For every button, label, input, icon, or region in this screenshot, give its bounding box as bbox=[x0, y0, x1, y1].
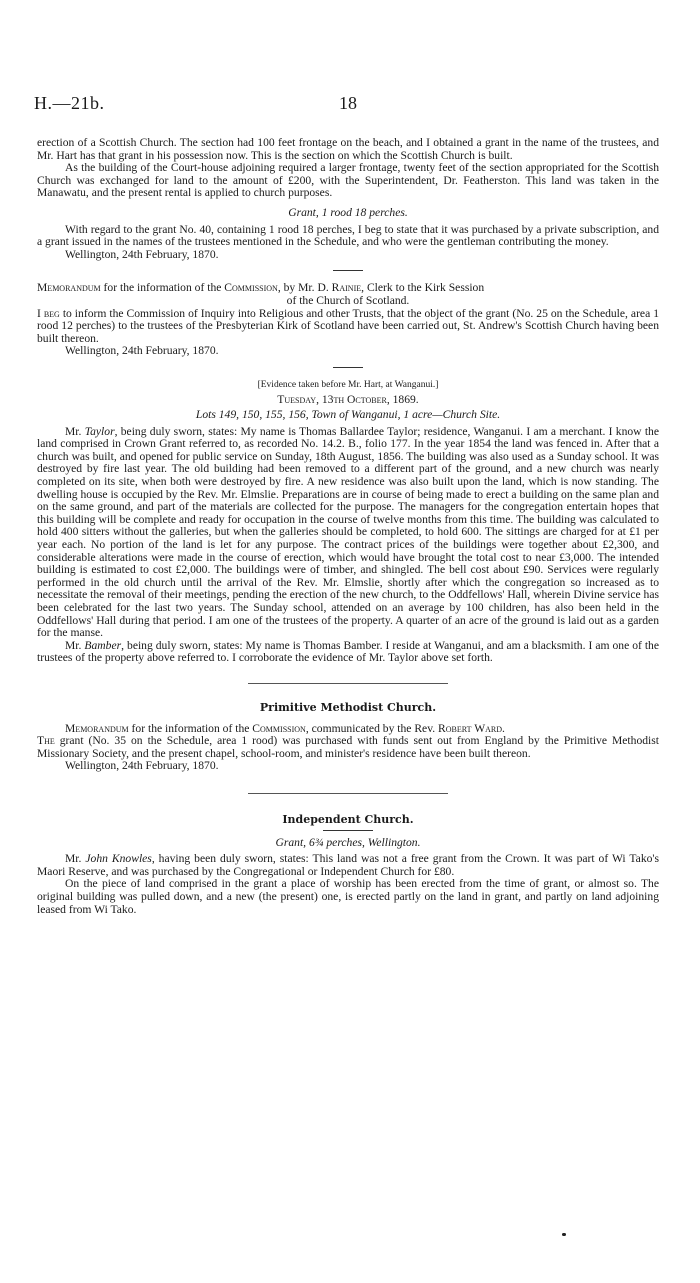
page-number: 18 bbox=[339, 93, 357, 113]
rainie-memo-heading-line2: of the Church of Scotland. bbox=[286, 293, 410, 307]
rainie-memo-heading: Memorandum for the information of the Commission, by Mr. D. Rainie, Clerk to the Kirk Session bbox=[37, 281, 485, 295]
page-body bbox=[37, 137, 659, 916]
hearing-date: Tuesday, 13th October, 1869. bbox=[277, 392, 419, 406]
knowles-evidence: Mr. John Knowles, having been duly sworn, states: This land was not a free grant from the Crown. It was part of Wi Tako's Maori Reserve, and was purchased by the Congregational or Independent Church for £80. bbox=[37, 852, 660, 878]
section-divider-long bbox=[248, 683, 448, 684]
scottish-para-1: erection of a Scottish Church. The section had 100 feet frontage on the beach, and I obtained a grant in the name of the trustees, and Mr. Hart has that grant in his possession now. This is the section on which the Scottish Church is built. bbox=[37, 136, 659, 162]
primitive-methodist-heading: Primitive Methodist Church. bbox=[259, 700, 437, 714]
evidence-note: [Evidence taken before Mr. Hart, at Wanganui.] bbox=[257, 379, 439, 390]
section-divider-long bbox=[248, 793, 448, 794]
section-divider bbox=[333, 367, 363, 368]
document-code: H.—21b. bbox=[34, 93, 105, 113]
grant-heading-perches: Grant, 6¾ perches, Wellington. bbox=[275, 835, 421, 849]
bamber-evidence: Mr. Bamber, being duly sworn, states: My name is Thomas Bamber. I reside at Wanganui, and am a blacksmith. I am one of the trustees of the property above referred to. I corroborate the evidence of Mr. Taylor above set forth. bbox=[37, 638, 659, 665]
section-divider bbox=[333, 270, 363, 271]
signature-line-3: Wellington, 24th February, 1870. bbox=[65, 759, 219, 773]
printer-mark bbox=[562, 1233, 566, 1236]
scottish-para-2: As the building of the Court-house adjoining required a larger frontage, twenty feet of the section appropriated for the Scottish Church was exchanged for land to the amount of £200, with the Superintendent, Dr. Featherston. This land was taken in the Manawatu, and the present rental is applied to church purposes. bbox=[37, 161, 659, 200]
methodist-memo-heading: Memorandum for the information of the Commission, communicated by the Rev. Robert Ward. bbox=[65, 721, 505, 735]
lots-heading: Lots 149, 150, 155, 156, Town of Wanganui, 1 acre—Church Site. bbox=[195, 408, 501, 422]
rainie-memo-body: I beg to inform the Commission of Inquiry into Religious and other Trusts, that the object of the grant (No. 25 on the Schedule, area 1 rood 12 perches) to the trustees of the Presbyterian Kirk of Scotland have been carried out, St. Andrew's Scottish Church having been built thereon. bbox=[37, 306, 659, 345]
independent-church-heading: Independent Church. bbox=[282, 812, 414, 826]
signature-line-2: Wellington, 24th February, 1870. bbox=[65, 344, 219, 358]
independent-para-2: On the piece of land comprised in the grant a place of worship has been erected from the time of grant, or almost so. The original building was pulled down, and a new (the present) one, is erected partly on the land in grant, and partly on land adjoining leased from Wi Tako. bbox=[37, 877, 659, 916]
methodist-memo-body: The grant (No. 35 on the Schedule, area 1 rood) was purchased with funds sent out from England by the Primitive Methodist Missionary Society, and the present chapel, school-room, and minister's residence have been built thereon. bbox=[37, 734, 659, 760]
grant-heading-rood: Grant, 1 rood 18 perches. bbox=[288, 205, 408, 219]
signature-line-1: Wellington, 24th February, 1870. bbox=[65, 247, 219, 261]
heading-underline bbox=[323, 830, 373, 831]
taylor-evidence: Mr. Taylor, being duly sworn, states: My name is Thomas Ballardee Taylor; residence, Wanganui. I am a merchant. I know the land comprised in Crown Grant referred to, as recorded No. 14.2. B., folio 177. In the year 1854 the land was fenced in. After that a church was built, and opened for public service on Sunday, 18th August, 1856. The building was also used as a Sunday school. It was destroyed by fire last year. The old building had been removed to a different part of the ground, and a new church was nearly completed on its site, when both were destroyed by fire. A new residence was also built upon the land, which is now standing. The dwelling house is occupied by the Rev. Mr. Elmslie. Preparations are in course of being made to erect a building on the same plan and on the same ground, and part of the materials are collected for the purpose. The managers for the congregation entertain hopes that this building will be complete and ready for occupation in the course of twelve months from this time. The building was calculated to hold 400 sitters without the galleries, but when the galleries should be completed, to hold 600. The sittings are charged for at £1 per year each. No portion of the land is let for any purpose. The contract prices of the buildings were together about £2,300, and considerable alterations were made in the course of erection, which would have brought the total cost to near £3,000. The intended building is estimated to cost £2,000. The buildings were of timber, and shingled. The bell cost about £90. Services were regularly performed in the old church until the arrival of the Rev. Mr. Elmslie, shortly after which the congregation so increased as to necessitate the removal of their meetings, pending the erection of the new church, to the Oddfellows' Hall, wherein Divine service has been celebrated for the last two years. The Sunday school, attended on an average by 100 children, has also been held in the Oddfellows' Hall during that period. I am one of the trustees of the property. A quarter of an acre of the ground is laid out as a garden for the manse. bbox=[37, 424, 660, 640]
scottish-para-3: With regard to the grant No. 40, containing 1 rood 18 perches, I beg to state that it was purchased by a private subscription, and a grant issued in the names of the trustees mentioned in the Schedule, and who were the gentleman contributing the money. bbox=[37, 222, 659, 249]
